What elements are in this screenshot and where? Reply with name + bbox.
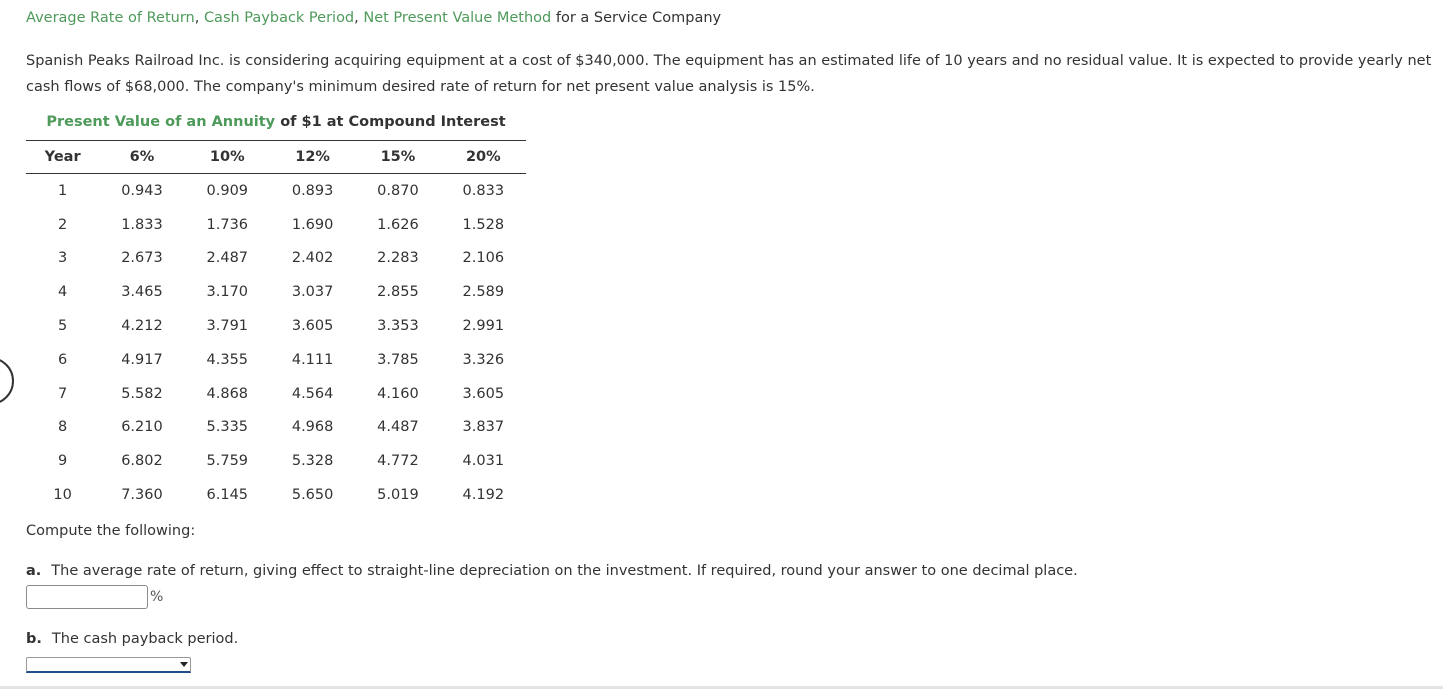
table-cell: 6.802 [121,453,163,470]
column-header-6pct: 6% [99,141,184,174]
table-cell: 4.111 [291,351,334,368]
question-a-text: The average rate of return, giving effect to straight-line depreciation on the investment. If required, round your answer to one decimal place. [51,563,1078,579]
table-cell: 4.868 [206,385,249,402]
table-cell: 3.605 [291,318,334,335]
table-cell: 2.402 [291,250,334,267]
table-row [26,478,526,512]
table-cell: 4.968 [291,419,334,436]
table-row [26,208,526,242]
table-cell: 3.326 [462,351,505,368]
average-rate-of-return-input[interactable] [26,585,148,609]
table-cell: 3.785 [377,351,419,368]
table-cell: 5 [58,318,68,335]
table-cell: 6.145 [206,487,249,504]
table-cell: 5.759 [206,453,249,470]
table-row [26,174,526,208]
table-cell: 6.210 [121,419,163,436]
title-separator: , [194,10,204,26]
table-cell: 6 [58,351,68,368]
table-cell: 0.893 [291,182,334,199]
table-cell: 4.564 [291,385,334,402]
table-cell: 3.605 [462,385,505,402]
question-a-label: a. [26,563,42,579]
table-cell: 4.031 [462,453,505,470]
link-average-rate-of-return[interactable]: Average Rate of Return [26,10,195,26]
table-cell: 3.037 [291,284,334,301]
table-cell: 5.019 [377,487,419,504]
table-cell: 3.791 [206,318,249,335]
table-cell: 1.736 [206,216,249,233]
table-cell: 1 [58,182,68,199]
table-cell: 4.487 [377,419,419,436]
column-header-12pct: 12% [270,141,355,174]
table-cell: 2.589 [462,284,505,301]
percent-unit: % [150,589,164,605]
question-a [26,563,1078,579]
table-cell: 4.355 [206,351,249,368]
link-cash-payback-period[interactable]: Cash Payback Period [203,10,355,26]
link-present-value-of-annuity[interactable]: Present Value of an Annuity [46,114,276,130]
table-row [26,309,526,343]
table-row [26,275,526,309]
table-cell: 7.360 [121,487,163,504]
problem-title [26,10,721,26]
table-cell: 4 [58,284,68,301]
compute-instruction: Compute the following: [26,523,196,539]
table-row [26,343,526,377]
table-cell: 4.192 [462,487,505,504]
table-cell: 1.528 [462,216,505,233]
column-header-10pct: 10% [185,141,270,174]
table-caption-rest: of $1 at Compound Interest [275,114,506,130]
table-cell: 5.582 [121,385,163,402]
table-cell: 4.212 [121,318,163,335]
table-cell: 7 [58,385,68,402]
question-b [26,631,238,647]
table-cell: 3.465 [121,284,163,301]
table-cell: 1.626 [377,216,419,233]
table-cell: 4.160 [377,385,419,402]
link-net-present-value-method[interactable]: Net Present Value Method [363,10,552,26]
table-cell: 5.650 [291,487,334,504]
table-cell: 4.772 [377,453,419,470]
answer-a-row [26,585,163,609]
table-cell: 2.991 [462,318,505,335]
table-cell: 2.855 [377,284,419,301]
problem-intro: Spanish Peaks Railroad Inc. is considering acquiring equipment at a cost of $340,000. The equipment has an estimated life of 10 years and no residual value. It is expected to provide yearly net cash flows of $68,000. The company's minimum desired rate of return for net present value analysis is 15%. [26,53,1432,95]
cash-payback-period-select[interactable] [26,657,191,673]
table-cell: 0.833 [462,182,505,199]
table-cell: 2.487 [206,250,249,267]
table-cell: 9 [58,453,68,470]
table-cell: 0.870 [377,182,419,199]
table-row [26,377,526,411]
chevron-down-icon [180,662,188,667]
table-cell: 3 [58,250,68,267]
table-caption [26,114,526,130]
title-separator: , [354,10,364,26]
table-cell: 8 [58,419,68,436]
table-header-row [26,141,526,174]
table-cell: 3.837 [462,419,505,436]
table-cell: 1.690 [291,216,334,233]
title-suffix: for a Service Company [551,10,722,26]
table-cell: 4.917 [121,351,163,368]
column-header-20pct: 20% [441,141,526,174]
present-value-table [26,140,526,512]
table-cell: 2.106 [462,250,505,267]
table-row [26,444,526,478]
table-cell: 5.335 [206,419,249,436]
column-header-year: Year [26,141,99,174]
table-cell: 5.328 [291,453,334,470]
table-cell: 3.353 [377,318,419,335]
table-cell: 1.833 [121,216,163,233]
table-cell: 3.170 [206,284,249,301]
question-b-label: b. [26,631,42,647]
circle-icon [0,357,14,405]
question-b-text: The cash payback period. [51,631,239,647]
table-cell: 10 [53,487,72,504]
table-cell: 2.673 [121,250,163,267]
table-cell: 2 [58,216,68,233]
column-header-15pct: 15% [355,141,440,174]
table-cell: 2.283 [377,250,419,267]
table-row [26,411,526,445]
table-cell: 0.909 [206,182,249,199]
table-row [26,242,526,276]
table-cell: 0.943 [121,182,163,199]
